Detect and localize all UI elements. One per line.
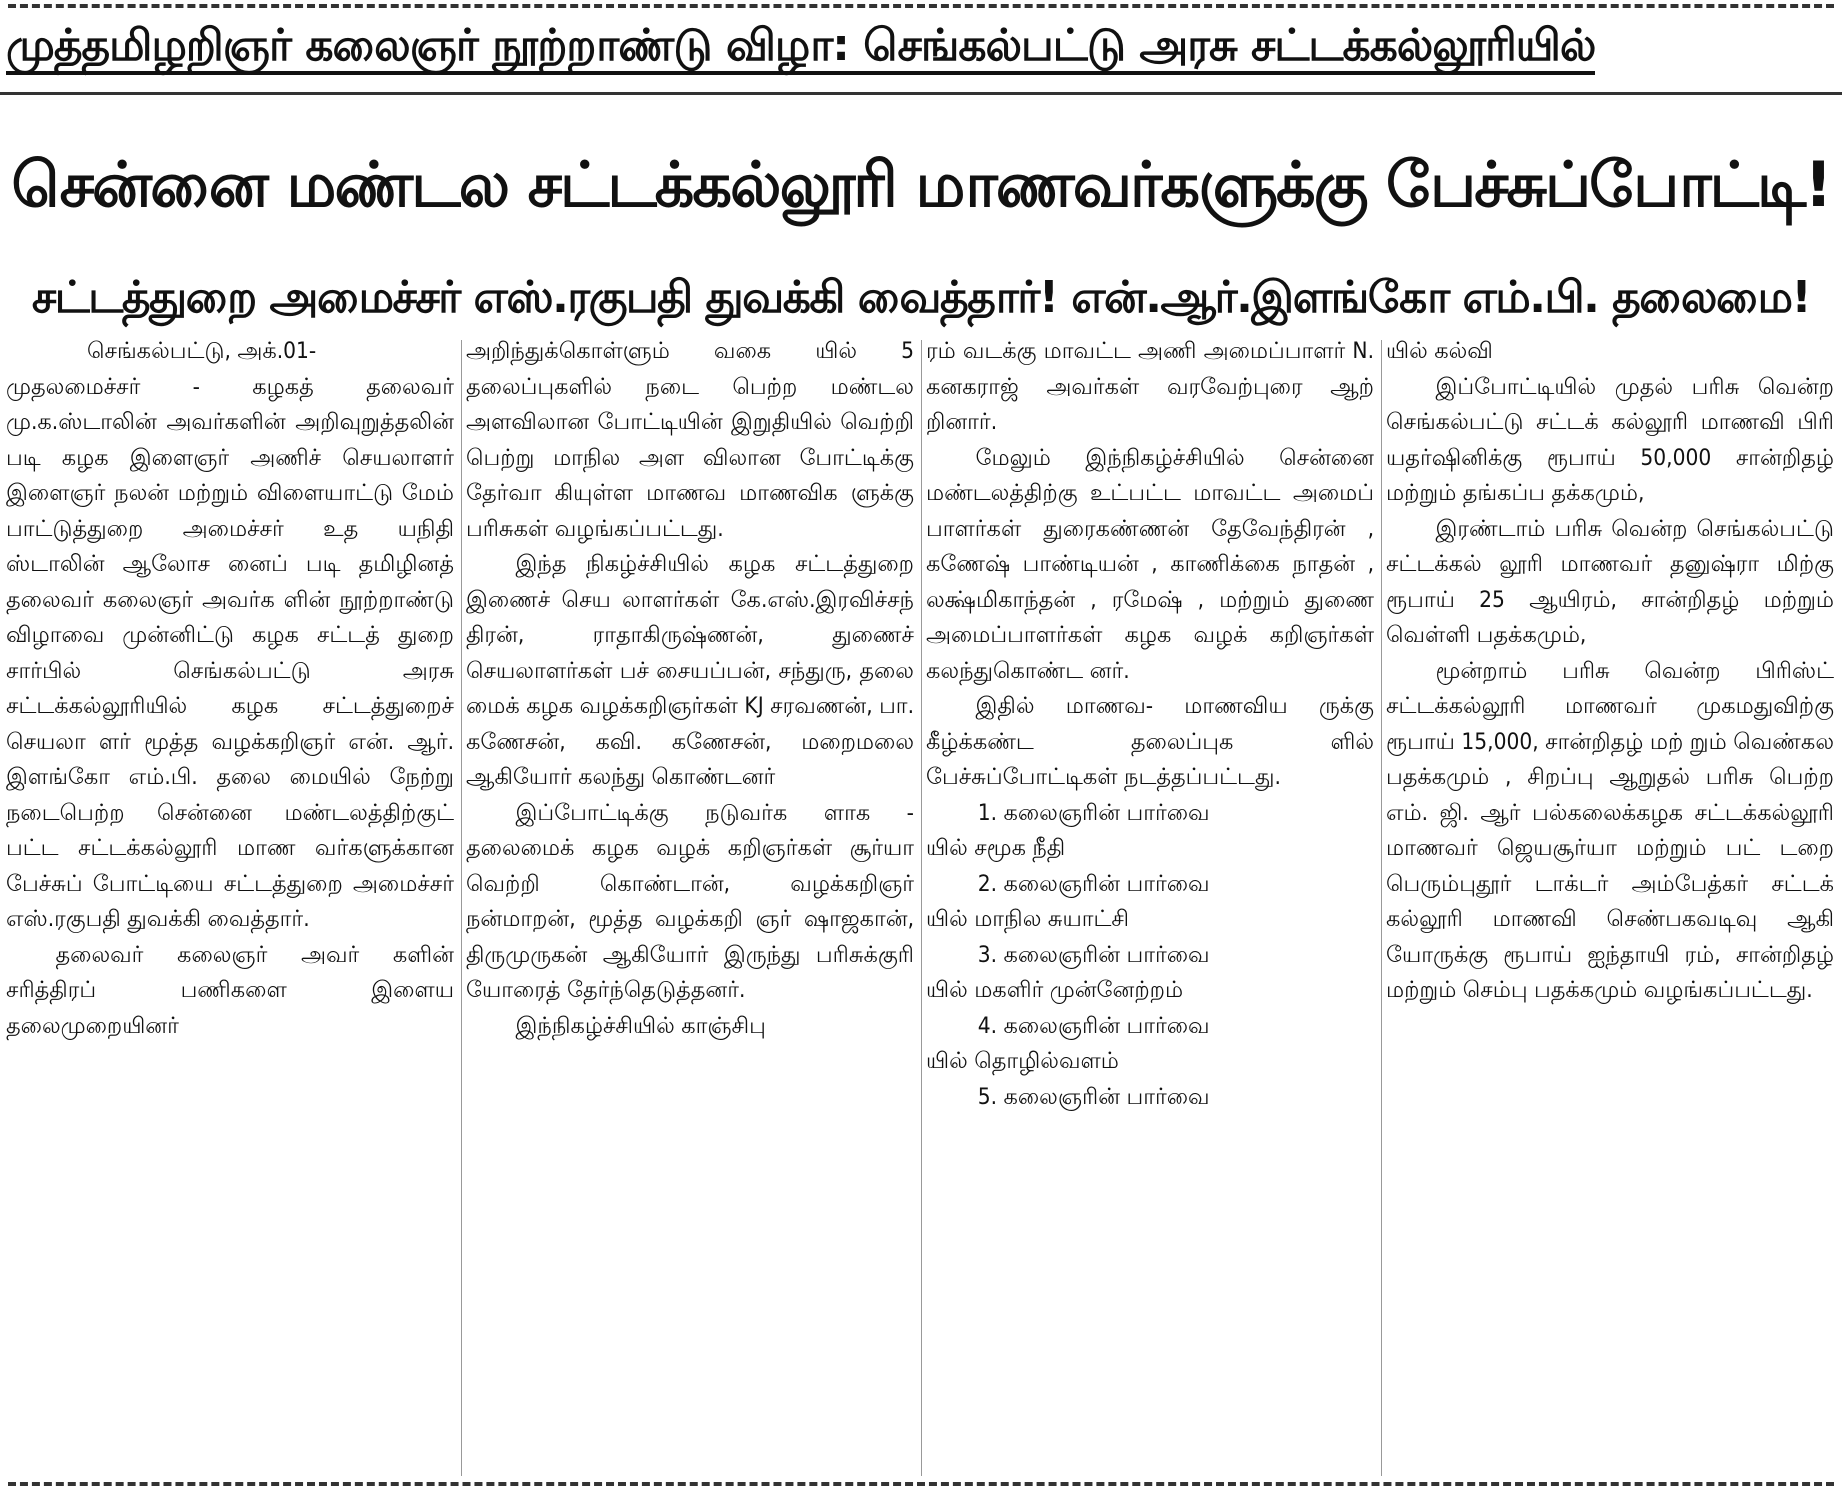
topic-item: 1. கலைஞரின் பார்வை xyxy=(977,799,1210,826)
paragraph: மூன்றாம் பரிசு வென்ற பிரிஸ்ட் சட்டக்கல்லூரி மாணவர் முகமதுவிற்கு ரூபாய் 15,000, சான்றிதழ் மற் றும் வெண்கல பதக்கமும் , சிறப்பு ஆறுதல் பரிசு பெற்ற எம். ஜி. ஆர் பல்கலைக்கழக சட்டக்கல்லூரி மாணவர் ஜெயசூர்யா மற்றும் பட் டறை பெரும்புதூர் டாக்டர் அம்பேத்கர் சட்டக் கல்லூரி மாணவி செண்பகவடிவு ஆகி யோருக்கு ரூபாய் ஐந்தாயி ரம், சான்றிதழ் மற்றும் செம்பு பதக்கமும் வழங்கப்பட்டது. xyxy=(1386,657,1834,1003)
article-body xyxy=(6,334,1836,1474)
topic-item-continued: யில் மகளிர் முன்னேற்றம் xyxy=(926,977,1184,1003)
kicker-divider xyxy=(0,92,1842,95)
paragraph: இதில் மாணவ- மாணவிய ருக்கு கீழ்க்கண்ட தலைப்புக ளில் பேச்சுப்போட்டிகள் நடத்தப்பட்டது. xyxy=(926,693,1374,790)
paragraph: முதலமைச்சர் - கழகத் தலைவர் மு.க.ஸ்டாலின் அவர்களின் அறிவுறுத்தலின் படி கழக இளைஞர் அணிச் செயலாளர் இளைஞர் நலன் மற்றும் விளையாட்டு மேம் பாட்டுத்துறை அமைச்சர் உத யநிதி ஸ்டாலின் ஆலோச னைப் படி தமிழினத் தலைவர் கலைஞர் அவர்க ளின் நூற்றாண்டு விழாவை முன்னிட்டு கழக சட்டத் துறை சார்பில் செங்கல்பட்டு அரசு சட்டக்கல்லூரியில் கழக சட்டத்துறைச் செயலா ளர் மூத்த வழக்கறிஞர் என். ஆர். இளங்கோ எம்.பி. தலை மையில் நேற்று நடைபெற்ற சென்னை மண்டலத்திற்குட் பட்ட சட்டக்கல்லூரி மாண வர்களுக்கான பேச்சுப் போட்டியை சட்டத்துறை அமைச்சர் எஸ்.ரகுபதி துவக்கி வைத்தார். xyxy=(6,373,454,932)
paragraph: இப்போட்டியில் முதல் பரிசு வென்ற செங்கல்பட்டு சட்டக் கல்லூரி மாணவி பிரி யதர்ஷினிக்கு ரூபாய் 50,000 சான்றிதழ் மற்றும் தங்கப்ப தக்கமும், xyxy=(1386,373,1834,506)
paragraph: மேலும் இந்நிகழ்ச்சியில் சென்னை மண்டலத்திற்கு உட்பட்ட மாவட்ட அமைப் பாளர்கள் துரைகண்ணன் தேவேந்திரன் , கணேஷ் பாண்டியன் , காணிக்கை நாதன் , லக்ஷ்மிகாந்தன் , ரமேஷ் , மற்றும் துணை அமைப்பாளர்கள் கழக வழக் கறிஞர்கள் கலந்துகொண்ட னர். xyxy=(926,444,1374,684)
topic-item-continued: யில் மாநில சுயாட்சி xyxy=(926,906,1130,932)
paragraph: ரம் வடக்கு மாவட்ட அணி அமைப்பாளர் N. கனகராஜ் அவர்கள் வரவேற்புரை ஆற் றினார். xyxy=(926,338,1374,435)
bottom-dashed-border xyxy=(8,1482,1834,1486)
paragraph: அறிந்துக்கொள்ளும் வகை யில் 5 தலைப்புகளில் நடை பெற்ற மண்டல அளவிலான போட்டியின் இறுதியில் வெற்றி பெற்று மாநில அள விலான போட்டிக்கு தேர்வா கியுள்ள மாணவ மாணவிக ளுக்கு பரிசுகள் வழங்கப்பட்டது. xyxy=(466,338,914,542)
topic-item: 2. கலைஞரின் பார்வை xyxy=(977,870,1210,897)
column-1 xyxy=(6,334,454,1474)
dateline: செங்கல்பட்டு, அக்.01- xyxy=(87,338,317,364)
column-2 xyxy=(466,334,914,1474)
paragraph: இரண்டாம் பரிசு வென்ற செங்கல்பட்டு சட்டக்கல் லூரி மாணவர் தனுஷ்ரா மிற்கு ரூபாய் 25 ஆயிரம், சான்றிதழ் மற்றும் வெள்ளி பதக்கமும், xyxy=(1386,515,1834,648)
topic-item: 4. கலைஞரின் பார்வை xyxy=(977,1012,1210,1039)
kicker-text: முத்தமிழறிஞர் கலைஞர் நூற்றாண்டு விழா: செங்கல்பட்டு அரசு சட்டக்கல்லூரியில் xyxy=(6,20,1595,75)
top-dashed-border xyxy=(8,4,1834,8)
subheadline: சட்டத்துறை அமைச்சர் எஸ்.ரகுபதி துவக்கி வைத்தார்! என்.ஆர்.இளங்கோ எம்.பி. தலைமை! xyxy=(31,272,1811,323)
topic-item-continued: யில் சமூக நீதி xyxy=(926,835,1066,861)
paragraph: இந்நிகழ்ச்சியில் காஞ்சிபு xyxy=(515,1012,766,1039)
paragraph: தலைவர் கலைஞர் அவர் களின் சரித்திரப் பணிகளை இளைய தலைமுறையினர் xyxy=(6,941,454,1039)
paragraph: இந்த நிகழ்ச்சியில் கழக சட்டத்துறை இணைச் செய லாளர்கள் கே.எஸ்.இரவிச்சந் திரன், ராதாகிருஷ்ணன், துணைச் செயலாளர்கள் பச் சையப்பன், சந்துரு, தலை மைக் கழக வழக்கறிஞர்கள் KJ சரவணன், பா. கணேசன், கவி. கணேசன், மறைமலை ஆகியோர் கலந்து கொண்டனர் xyxy=(466,551,914,790)
kicker xyxy=(6,16,1836,76)
topic-item: 5. கலைஞரின் பார்வை xyxy=(977,1083,1210,1110)
column-3 xyxy=(926,334,1374,1474)
topic-item: 3. கலைஞரின் பார்வை xyxy=(977,941,1210,968)
headline: சென்னை மண்டல சட்டக்கல்லூரி மாணவர்களுக்கு பேச்சுப்போட்டி! xyxy=(11,148,1831,221)
paragraph: இப்போட்டிக்கு நடுவர்க ளாக - தலைமைக் கழக வழக் கறிஞர்கள் சூர்யா வெற்றி கொண்டான், வழக்கறிஞர் நன்மாறன், மூத்த வழக்கறி ஞர் ஷாஜகான், திருமுருகன் ஆகியோர் இருந்து பரிசுக்குரி யோரைத் தேர்ந்தெடுத்தனர். xyxy=(466,799,914,1003)
paragraph: யில் கல்வி xyxy=(1386,338,1493,364)
column-4 xyxy=(1386,334,1834,1474)
topic-item-continued: யில் தொழில்வளம் xyxy=(926,1048,1119,1074)
